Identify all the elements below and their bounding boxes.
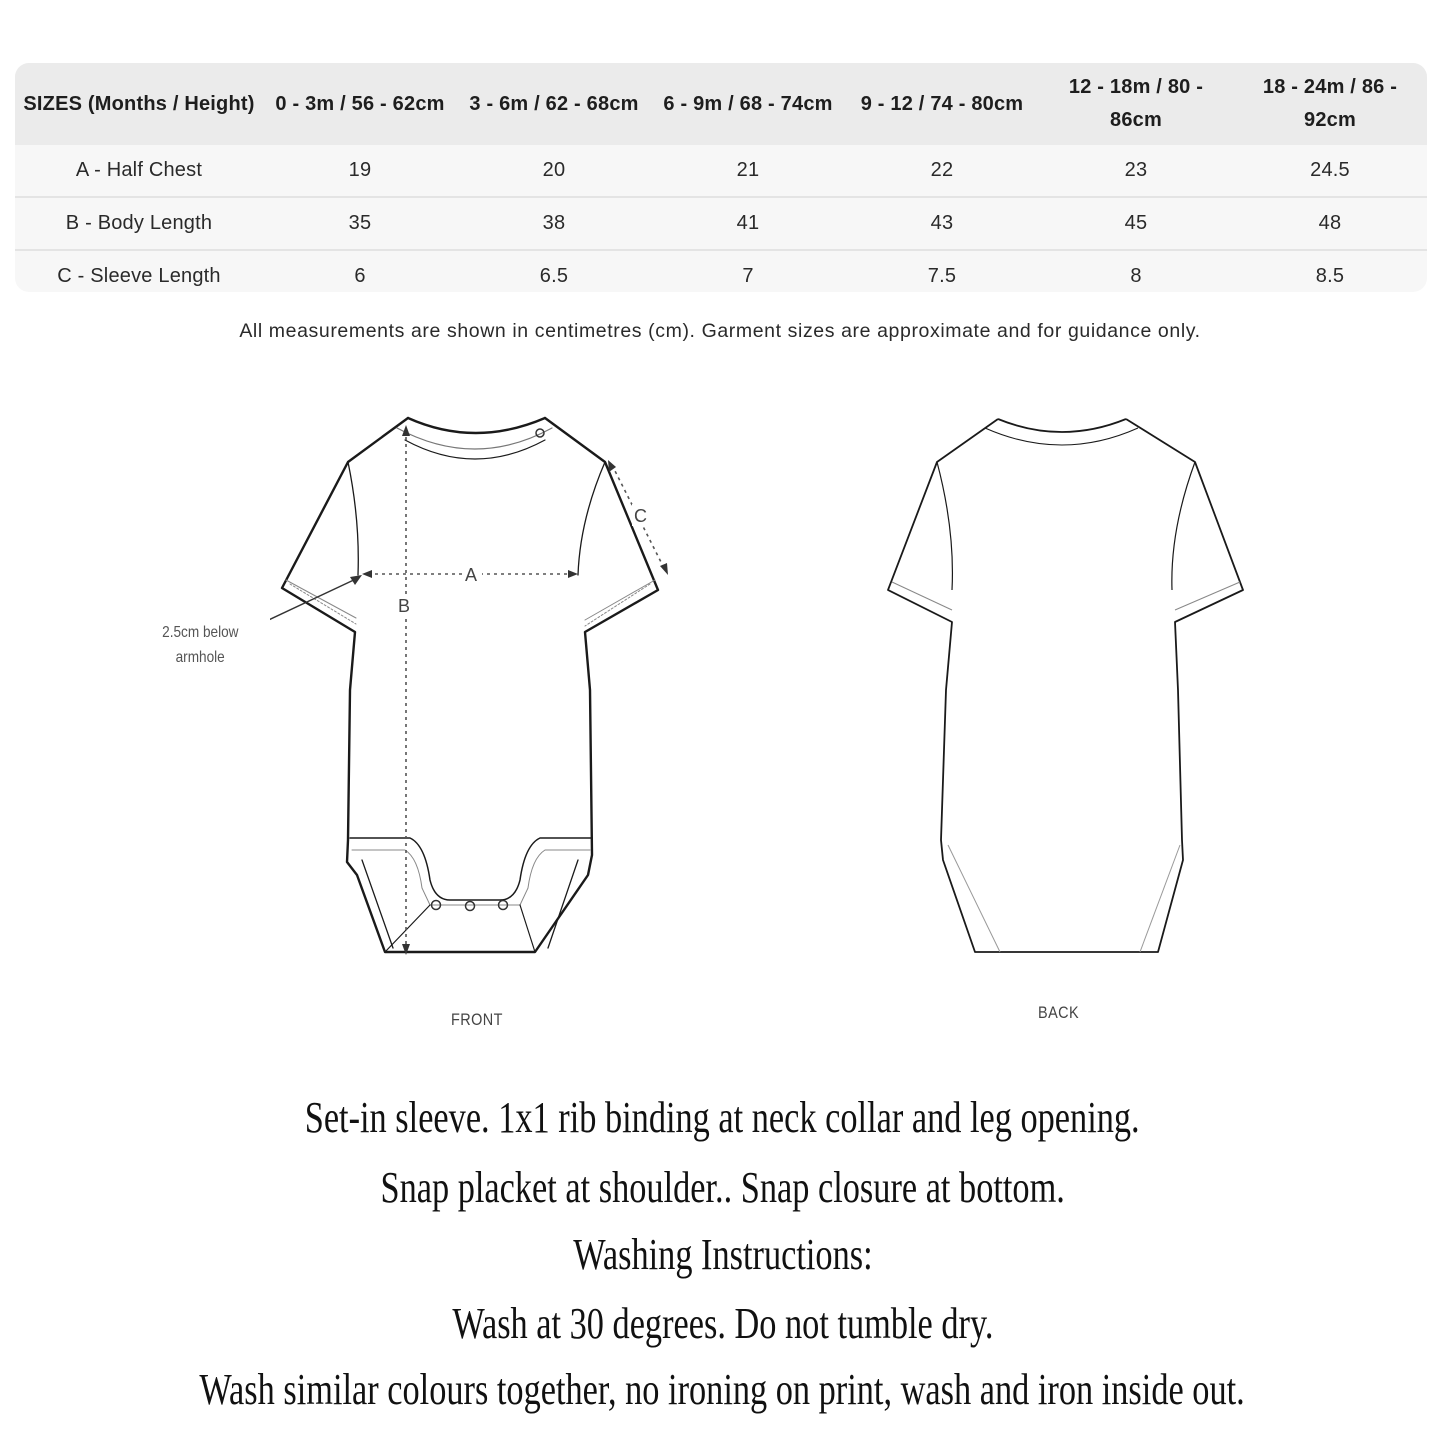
table-row-half-chest xyxy=(15,145,1427,197)
cell: 6.5 xyxy=(457,250,651,292)
description-line-1 xyxy=(0,1092,1445,1143)
description-text: Wash similar colours together, no ironing on print, wash and iron inside out. xyxy=(199,1365,1246,1414)
cell: 41 xyxy=(651,197,845,250)
cell: 7.5 xyxy=(845,250,1039,292)
cell: 8 xyxy=(1039,250,1233,292)
front-bodysuit-diagram xyxy=(270,405,690,975)
description-text: Set-in sleeve. 1x1 rib binding at neck collar and leg opening. xyxy=(305,1093,1140,1142)
table-header-row xyxy=(15,63,1427,145)
cell: 38 xyxy=(457,197,651,250)
description-line-2 xyxy=(0,1162,1445,1213)
cell: 43 xyxy=(845,197,1039,250)
description-text: Wash at 30 degrees. Do not tumble dry. xyxy=(451,1299,994,1348)
table-row-sleeve-length xyxy=(15,250,1427,292)
measurement-note: All measurements are shown in centimetres (cm). Garment sizes are approximate and for guidance only. xyxy=(239,320,1201,342)
washing-instructions-heading xyxy=(0,1229,1445,1280)
back-bodysuit-diagram xyxy=(880,405,1260,975)
cell: 6 xyxy=(263,250,457,292)
cell: 48 xyxy=(1233,197,1427,250)
description-line-5 xyxy=(0,1364,1445,1415)
row-label: B - Body Length xyxy=(15,197,263,250)
table-row-body-length xyxy=(15,197,1427,250)
header-0-3m: 0 - 3m / 56 - 62cm xyxy=(263,63,457,145)
callout-line-2: armhole xyxy=(175,649,225,666)
label-a: A xyxy=(465,565,478,585)
row-label: A - Half Chest xyxy=(75,159,203,181)
header-9-12m: 9 - 12 / 74 - 80cm xyxy=(845,63,1039,145)
header-6-9m: 6 - 9m / 68 - 74cm xyxy=(651,63,845,145)
callout-line-1: 2.5cm below xyxy=(162,624,239,641)
label-c: C xyxy=(634,506,647,526)
cell: 20 xyxy=(542,159,566,181)
description-text: Snap placket at shoulder.. Snap closure at bottom. xyxy=(380,1163,1065,1212)
cell: 8.5 xyxy=(1233,250,1427,292)
front-caption: FRONT xyxy=(451,1010,503,1029)
cell: 22 xyxy=(930,159,954,181)
header-3-6m: 3 - 6m / 62 - 68cm xyxy=(457,63,651,145)
cell: 24.5 xyxy=(1310,159,1350,181)
cell: 45 xyxy=(1039,197,1233,250)
size-chart-table xyxy=(15,63,1427,292)
size-table xyxy=(15,63,1427,292)
label-b: B xyxy=(398,596,411,616)
header-12-18m: 12 - 18m / 80 - 86cm xyxy=(1039,63,1233,145)
description-line-4 xyxy=(0,1298,1445,1349)
cell: 21 xyxy=(736,159,760,181)
header-18-24m: 18 - 24m / 86 - 92cm xyxy=(1233,63,1427,145)
armhole-callout xyxy=(145,620,239,670)
cell: 35 xyxy=(263,197,457,250)
cell: 23 xyxy=(1124,159,1148,181)
cell: 7 xyxy=(651,250,845,292)
cell: 19 xyxy=(348,159,372,181)
header-sizes: SIZES (Months / Height) xyxy=(15,63,263,145)
description-text: Washing Instructions: xyxy=(572,1230,873,1279)
row-label: C - Sleeve Length xyxy=(15,250,263,292)
back-caption: BACK xyxy=(1038,1003,1080,1022)
